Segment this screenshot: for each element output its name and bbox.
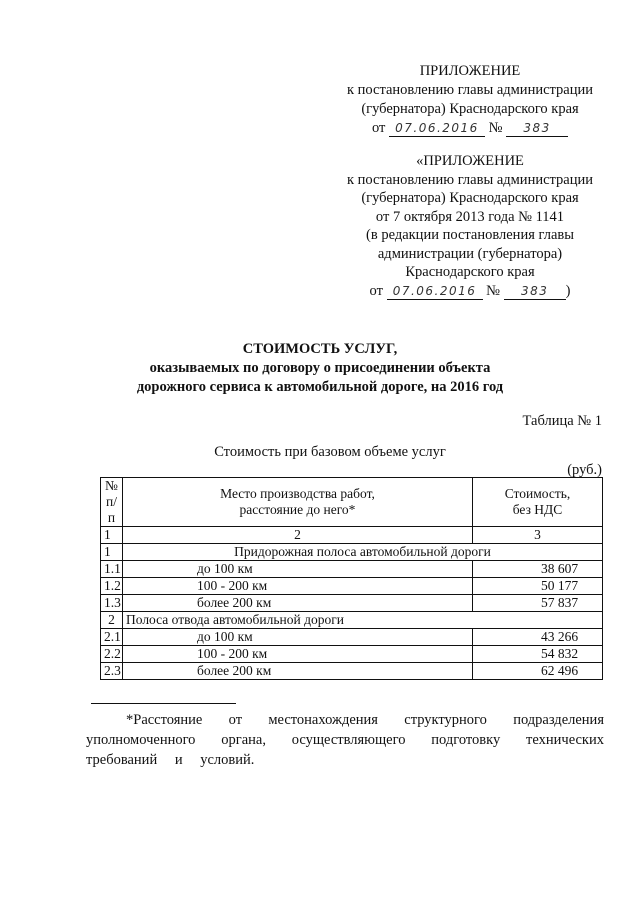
- table-cell: 2.2: [101, 646, 123, 663]
- table-cell: 2: [101, 612, 123, 629]
- header-text: без НДС: [512, 502, 563, 517]
- header-text: №: [105, 478, 118, 493]
- table-subtitle: Стоимость при базовом объеме услуг: [214, 444, 446, 460]
- table-header-row: [101, 478, 603, 527]
- appendix-header-revised: [330, 152, 610, 300]
- table-cell: 100 - 200 км: [123, 646, 473, 663]
- appendix-line: (губернатора) Краснодарского края: [361, 190, 579, 206]
- table-cell: более 200 км: [123, 595, 473, 612]
- handwritten-number: 383: [504, 283, 566, 300]
- appendix-line: (в редакции постановления главы: [366, 227, 574, 243]
- header-text: п/п: [106, 494, 117, 525]
- table-row: [101, 663, 603, 680]
- table-cell: 100 - 200 км: [123, 578, 473, 595]
- handwritten-date: 07.06.2016: [389, 120, 485, 137]
- appendix-date-number-line: [330, 282, 610, 301]
- appendix-line: (губернатора) Краснодарского края: [361, 101, 579, 117]
- table-cell: 2: [123, 527, 473, 544]
- appendix-line: администрации (губернатора): [377, 245, 563, 262]
- appendix-line: к постановлению главы администрации: [346, 171, 594, 188]
- currency-unit: (руб.): [567, 462, 602, 478]
- header-text: Место производства работ,: [220, 486, 375, 501]
- section-row: [101, 612, 603, 629]
- appendix-title: ПРИЛОЖЕНИЕ: [419, 63, 521, 79]
- table-cell: 2.3: [101, 663, 123, 680]
- appendix-title: «ПРИЛОЖЕНИЕ: [416, 153, 524, 169]
- handwritten-number: 383: [506, 120, 568, 137]
- handwritten-date: 07.06.2016: [387, 283, 483, 300]
- table-row: [101, 595, 603, 612]
- header-text: расстояние до него*: [239, 502, 356, 517]
- header-place: [123, 478, 473, 527]
- title-line: оказываемых по договору о присоединении объекта: [149, 360, 491, 376]
- table-cell: 1: [101, 527, 123, 544]
- footnote: *Расстояние от местонахождения структурного подразделения уполномоченного органа, осуществляющего подготовку технических требований и условий.: [86, 712, 604, 768]
- appendix-header: [330, 62, 610, 138]
- table-row: [101, 629, 603, 646]
- appendix-line: к постановлению главы администрации: [346, 82, 594, 98]
- table-cell: 43 266: [473, 629, 603, 646]
- appendix-line: от 7 октября 2013 года № 1141: [375, 208, 565, 225]
- table-cell: до 100 км: [123, 561, 473, 578]
- table-cell: 50 177: [473, 578, 603, 595]
- title-line: дорожного сервиса к автомобильной дороге, на 2016 год: [136, 379, 504, 395]
- number-prefix: №: [486, 282, 501, 299]
- table-cell: 2.1: [101, 629, 123, 646]
- from-prefix: от: [371, 120, 386, 136]
- table-cell: 38 607: [473, 561, 603, 578]
- table-cell: 3: [473, 527, 603, 544]
- table-cell: 54 832: [473, 646, 603, 663]
- footnote-divider: [91, 703, 236, 704]
- from-prefix: от: [369, 282, 383, 299]
- table-cell: 1.2: [101, 578, 123, 595]
- table-cell: 62 496: [473, 663, 603, 680]
- document-title: [0, 340, 640, 397]
- table-number: Таблица № 1: [522, 413, 602, 429]
- number-prefix: №: [488, 120, 503, 136]
- table-index-row: [101, 527, 603, 544]
- price-table: [100, 477, 603, 680]
- table-cell: более 200 км: [123, 663, 473, 680]
- table-cell: до 100 км: [123, 629, 473, 646]
- close-paren: ): [565, 282, 571, 299]
- appendix-date-number-line: [330, 119, 610, 138]
- table-row: [101, 578, 603, 595]
- appendix-line: Краснодарского края: [405, 264, 535, 280]
- table-cell: 1: [101, 544, 123, 561]
- section-title: Придорожная полоса автомобильной дороги: [123, 544, 603, 561]
- table-cell: 1.1: [101, 561, 123, 578]
- section-title: Полоса отвода автомобильной дороги: [123, 612, 603, 629]
- title-line: СТОИМОСТЬ УСЛУГ,: [242, 341, 398, 357]
- section-row: [101, 544, 603, 561]
- header-text: Стоимость,: [504, 486, 571, 501]
- header-number: [101, 478, 123, 527]
- table-cell: 57 837: [473, 595, 603, 612]
- table-row: [101, 561, 603, 578]
- table-cell: 1.3: [101, 595, 123, 612]
- header-cost: [473, 478, 603, 527]
- table-row: [101, 646, 603, 663]
